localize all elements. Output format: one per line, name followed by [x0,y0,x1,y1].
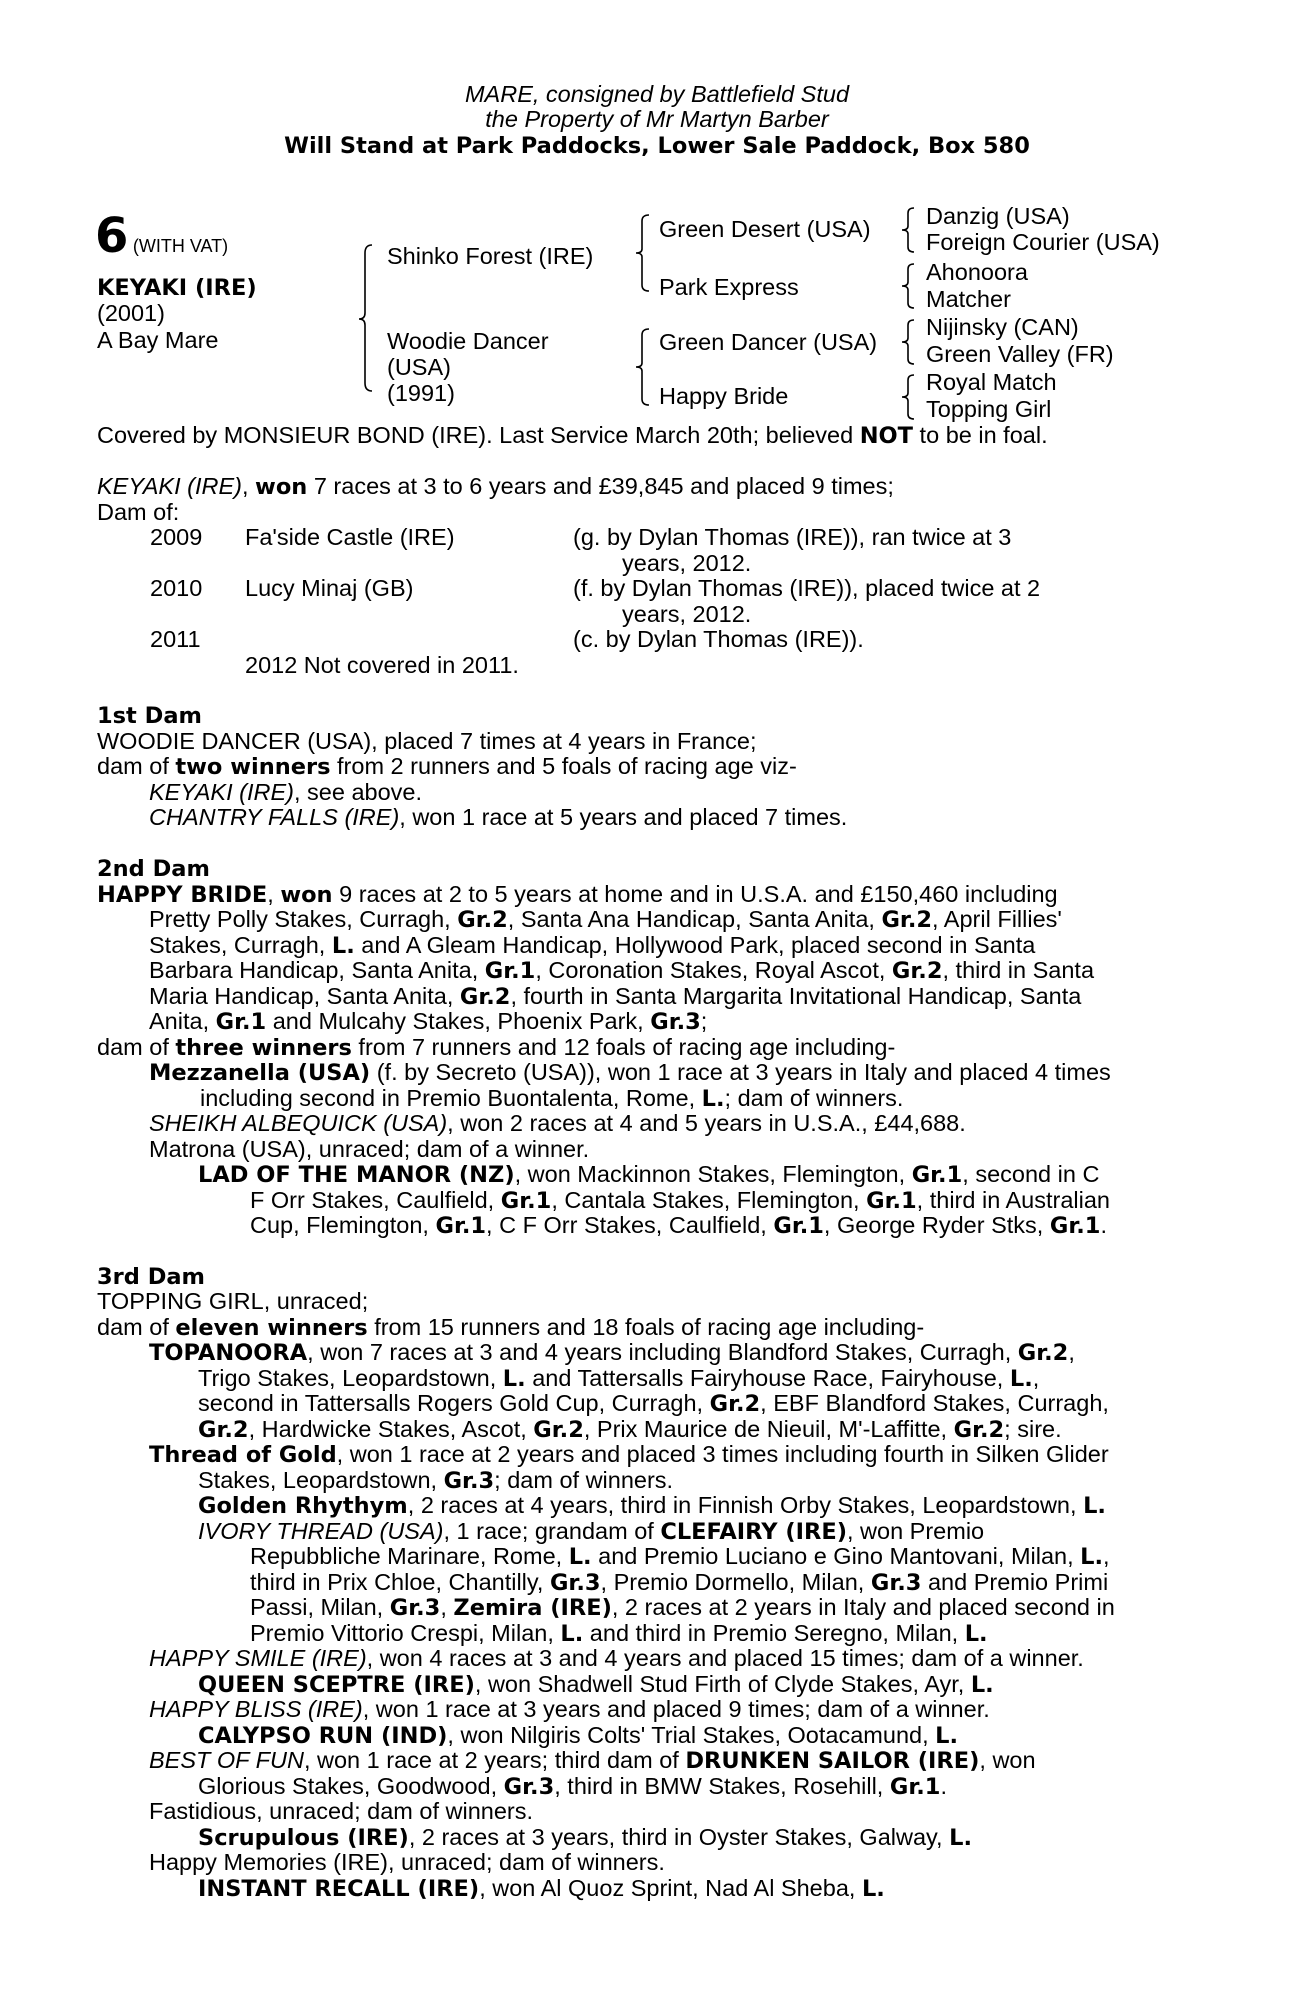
produce-name: Fa'side Castle (IRE) [245,524,455,550]
pedigree-brace-sire [635,213,651,293]
produce-detail-cont: years, 2012. [622,601,752,627]
dam3-line [250,1544,1110,1571]
seg: L. [1080,1544,1104,1570]
dam1-line: WOODIE DANCER (USA), placed 7 times at 4 years in France; [97,728,757,754]
seg: , 2 races at 4 years, third in Finnish Orby Stakes, Leopardstown, [407,1492,1084,1518]
record-horse: KEYAKI (IRE) [97,473,242,499]
dam3-line [97,1315,924,1342]
seg: Scrupulous (IRE) [198,1825,409,1851]
seg: dam of [97,1314,176,1340]
seg: including second in Premio Buontalenta, Rome, [200,1085,702,1111]
seg: , [1032,1365,1040,1391]
dam3-line [149,1697,990,1723]
seg: , EBF Blandford Stakes, Curragh, [760,1390,1109,1416]
seg: , won 1 race at 2 years; third dam of [303,1747,686,1773]
seg: and Mulcahy Stakes, Phoenix Park, [266,1008,651,1034]
seg: second in Tattersalls Rogers Gold Cup, Curragh, [198,1390,710,1416]
pedigree-sdd: Matcher [926,286,1011,312]
seg: , [440,1594,454,1620]
dam3-line [198,1774,947,1801]
seg: Stakes, Curragh, [149,932,332,958]
seg: , won 7 races at 3 and 4 years including Blandford Stakes, Curragh, [307,1339,1018,1365]
covering-note [97,423,1202,450]
pedigree-sire: Shinko Forest (IRE) [387,243,594,269]
dam3-line: TOPPING GIRL, unraced; [97,1288,369,1314]
seg: , C F Orr Stakes, Caulfield, [486,1212,774,1238]
seg: Gr.1 [911,1162,963,1188]
dam3-line [149,1442,1109,1469]
pedigree-ddd: Topping Girl [926,396,1052,422]
seg: L. [568,1544,592,1570]
horse-name: KEYAKI (IRE) [97,275,257,301]
lot-number: 6 [95,208,129,264]
seg: , see above. [293,779,423,805]
dam2-line [149,984,1081,1011]
dam2-line: Matrona (USA), unraced; dam of a winner. [149,1136,590,1162]
dam-of-label: Dam of: [97,499,180,525]
seg: , Cantala Stakes, Flemington, [551,1187,867,1213]
seg: Gr.1 [866,1188,917,1214]
produce-year: 2010 [150,575,203,601]
dam3-line [198,1672,994,1699]
seg: Gr.1 [500,1188,552,1214]
seg: IVORY THREAD (USA) [198,1518,444,1544]
seg: Gr.2 [953,1417,1005,1443]
seg: , 2 races at 3 years, third in Oyster Stakes, Galway, [408,1824,950,1850]
pedigree-brace-dam [635,327,651,407]
dam1-progeny [149,805,847,831]
dam2-line [250,1188,1110,1215]
seg: Mezzanella (USA) [149,1060,371,1086]
seg: Repubbliche Marinare, Rome, [250,1543,569,1569]
seg: Gr.1 [1049,1213,1101,1239]
seg: , won Premio [846,1518,985,1544]
record-sep: , [241,473,256,499]
seg: L. [935,1723,959,1749]
race-record [97,474,1202,501]
seg: Golden Rhythym [198,1493,408,1519]
seg: Gr.2 [533,1417,584,1443]
dam3-line [250,1595,1115,1622]
seg: Gr.2 [198,1417,249,1443]
record-won: won [255,474,308,500]
property-line: the Property of Mr Martyn Barber [485,106,829,132]
seg: Premio Vittorio Crespi, Milan, [250,1620,561,1646]
seg: , won Al Quoz Sprint, Nad Al Sheba, [479,1875,862,1901]
dam2-line [97,882,1058,909]
produce-year: 2009 [150,524,203,550]
seg: Gr.2 [881,907,933,933]
seg: L. [502,1366,526,1392]
seg: Trigo Stakes, Leopardstown, [198,1365,503,1391]
seg: ; [700,1008,708,1034]
seg: Thread of Gold [149,1442,337,1468]
vat-note: (WITH VAT) [132,236,229,256]
seg: Gr.1 [889,1774,941,1800]
seg: , Prix Maurice de Nieuil, M'-Laffitte, [583,1416,954,1442]
seg: Cup, Flemington, [250,1212,436,1238]
dam3-line [198,1876,885,1903]
seg: SHEIKH ALBEQUICK (USA) [149,1110,448,1136]
seg: Gr.3 [503,1774,555,1800]
pedigree-dam-sire: Green Dancer (USA) [659,329,878,355]
dam2-line [250,1213,1107,1240]
seg: and A Gleam Handicap, Hollywood Park, placed second in Santa [354,932,1036,958]
seg: Gr.2 [457,907,508,933]
seg: ; sire. [1004,1416,1062,1442]
pedigree-brace-dd [900,373,916,421]
dam3-line [250,1621,988,1648]
seg: won [280,882,333,908]
seg: , Coronation Stakes, Royal Ascot, [535,957,892,983]
seg: Anita, [149,1008,216,1034]
dam1-progeny [149,780,422,806]
seg: F Orr Stakes, Caulfield, [250,1187,501,1213]
dam2-line [149,1009,707,1036]
produce-detail: (g. by Dylan Thomas (IRE)), ran twice at 3 [573,524,1012,550]
horse-description: A Bay Mare [97,327,219,353]
seg: , 1 race; grandam of [443,1518,661,1544]
produce-detail: (c. by Dylan Thomas (IRE)). [573,626,864,652]
seg: , third in Santa [942,957,1095,983]
seg: CHANTRY FALLS (IRE) [149,804,400,830]
seg: Gr.3 [443,1468,495,1494]
seg: and Premio Luciano e Gino Mantovani, Milan, [591,1543,1081,1569]
seg: , Santa Ana Handicap, Santa Anita, [507,906,882,932]
record-detail: 7 races at 3 to 6 years and £39,845 and placed 9 times; [307,473,894,499]
dam1-line [97,754,1202,781]
pedigree-sds: Ahonoora [926,259,1028,285]
seg: HAPPY SMILE (IRE) [149,1645,367,1671]
dam2-line [149,1111,966,1137]
seg: dam of [97,753,176,779]
seg: Gr.1 [484,958,536,984]
dam3-line [198,1723,958,1750]
seg: , fourth in Santa Margarita Invitational Handicap, Santa [510,983,1082,1009]
dam3-line [250,1570,1108,1597]
dam2-heading: 2nd Dam [97,856,210,882]
seg: . [940,1773,947,1799]
seg: Gr.3 [870,1570,922,1596]
seg: from 15 runners and 18 foals of racing age including- [367,1314,925,1340]
dam2-line [149,907,1062,934]
dam3-line [198,1493,1106,1520]
seg: , [267,881,281,907]
seg: two winners [175,754,331,780]
produce-detail: (f. by Dylan Thomas (IRE)), placed twice at 2 [573,575,1041,601]
seg: , won [979,1747,1036,1773]
produce-detail-cont: years, 2012. [622,550,752,576]
covering-not: NOT [859,423,914,449]
consignor-line: MARE, consigned by Battlefield Stud [464,81,850,107]
pedigree-brace-sd [900,262,916,310]
seg: , won 1 race at 5 years and placed 7 times. [399,804,848,830]
seg: dam of [97,1034,176,1060]
seg: , won Nilgiris Colts' Trial Stakes, Ootacamund, [447,1722,936,1748]
seg: and Premio Primi [921,1569,1109,1595]
seg: Pretty Polly Stakes, Curragh, [149,906,458,932]
dam2-line [198,1162,1099,1189]
seg: L. [1009,1366,1033,1392]
covering-end: to be in foal. [913,422,1048,448]
pedigree-brace-main [358,243,374,393]
seg: eleven winners [175,1315,368,1341]
seg: L. [970,1672,994,1698]
seg: , third in Australian [916,1187,1110,1213]
dam3-line [198,1825,972,1852]
seg: , 2 races at 2 years in Italy and placed second in [611,1594,1115,1620]
dam2-line [149,958,1094,985]
seg: (f. by Secreto (USA)), won 1 race at 3 years in Italy and placed 4 times [370,1059,1111,1085]
seg: L. [964,1621,988,1647]
seg: , Premio Dormello, Milan, [600,1569,871,1595]
stabling-line: Will Stand at Park Paddocks, Lower Sale Paddock, Box 580 [284,133,1030,159]
produce-2012: 2012 Not covered in 2011. [245,652,519,678]
seg: Passi, Milan, [250,1594,390,1620]
seg: Stakes, Leopardstown, [198,1467,444,1493]
seg: Zemira (IRE) [453,1595,612,1621]
seg: BEST OF FUN [149,1747,304,1773]
seg: L. [560,1621,584,1647]
lot-number-row [95,208,229,264]
seg: CLEFAIRY (IRE) [660,1519,847,1545]
seg: ; dam of winners. [724,1085,904,1111]
dam2-line [200,1086,903,1113]
pedigree-dds: Royal Match [926,369,1057,395]
dam2-line [149,1060,1111,1087]
seg: , won 1 race at 2 years and placed 3 times including fourth in Silken Glider [336,1441,1109,1467]
seg: LAD OF THE MANOR (NZ) [198,1162,515,1188]
seg: from 7 runners and 12 foals of racing age including- [351,1034,896,1060]
seg: , won Mackinnon Stakes, Flemington, [514,1161,912,1187]
pedigree-dam-line2: (USA) [387,354,451,380]
seg: , April Fillies' [932,906,1062,932]
dam3-line: Fastidious, unraced; dam of winners. [149,1798,534,1824]
seg: Gr.2 [459,984,511,1010]
seg: , second in C [962,1161,1100,1187]
dam2-line [97,1035,895,1062]
seg: Maria Handicap, Santa Anita, [149,983,460,1009]
seg: L. [861,1876,885,1902]
seg: , Hardwicke Stakes, Ascot, [248,1416,534,1442]
dam3-line [149,1646,1084,1672]
dam3-line [198,1519,984,1546]
pedigree-sire-sire: Green Desert (USA) [659,216,871,242]
seg: , third in BMW Stakes, Rosehill, [554,1773,890,1799]
pedigree-dam-line3: (1991) [387,380,455,406]
seg: 9 races at 2 to 5 years at home and in U.S.A. and £150,460 including [332,881,1058,907]
dam3-line [198,1417,1062,1444]
seg: and Tattersalls Fairyhouse Race, Fairyhouse, [525,1365,1010,1391]
dam3-heading: 3rd Dam [97,1264,205,1290]
seg: INSTANT RECALL (IRE) [198,1876,480,1902]
seg: TOPANOORA [149,1340,308,1366]
seg: DRUNKEN SAILOR (IRE) [685,1748,980,1774]
foaling-year: (2001) [97,300,165,326]
seg: from 2 runners and 5 foals of racing age viz- [330,753,797,779]
pedigree-sss: Danzig (USA) [926,203,1070,229]
seg: Gr.3 [549,1570,601,1596]
seg: , won Shadwell Stud Firth of Clyde Stakes, Ayr, [474,1671,971,1697]
seg: three winners [175,1035,352,1061]
covering-text: Covered by MONSIEUR BOND (IRE). Last Service March 20th; believed [97,422,860,448]
seg: L. [331,933,355,959]
seg: , [1103,1543,1110,1569]
seg: Barbara Handicap, Santa Anita, [149,957,485,983]
seg: L. [949,1825,972,1851]
dam2-line [149,933,1035,960]
seg: Gr.2 [709,1391,761,1417]
dam3-line [149,1748,1036,1775]
produce-year: 2011 [150,626,201,652]
seg: Gr.1 [215,1009,267,1035]
seg: , won 4 races at 3 and 4 years and placed 15 times; dam of a winner. [366,1645,1084,1671]
dam1-heading: 1st Dam [97,703,202,729]
seg: HAPPY BLISS (IRE) [149,1696,363,1722]
seg: , won 2 races at 4 and 5 years in U.S.A., £44,688. [447,1110,966,1136]
seg: Gr.1 [435,1213,487,1239]
dam3-line [198,1391,1109,1418]
seg: L. [1083,1493,1106,1519]
pedigree-ssd: Foreign Courier (USA) [926,229,1160,255]
dam3-line [198,1366,1039,1393]
pedigree-brace-ds [900,318,916,366]
pedigree-brace-ss [900,206,916,254]
pedigree-dss: Nijinsky (CAN) [926,314,1079,340]
seg: third in Prix Chloe, Chantilly, [250,1569,550,1595]
seg: CALYPSO RUN (IND) [198,1723,448,1749]
seg: QUEEN SCEPTRE (IRE) [198,1672,475,1698]
seg: , George Ryder Stks, [823,1212,1050,1238]
seg: KEYAKI (IRE) [149,779,294,805]
seg: . [1100,1212,1107,1238]
produce-name: Lucy Minaj (GB) [245,575,414,601]
pedigree-dsd: Green Valley (FR) [926,341,1114,367]
seg: Gr.3 [650,1009,701,1035]
pedigree-sire-dam: Park Express [659,274,799,300]
pedigree-dam-line1: Woodie Dancer [387,328,549,354]
dam3-line: Happy Memories (IRE), unraced; dam of winners. [149,1849,665,1875]
seg: Glorious Stakes, Goodwood, [198,1773,504,1799]
seg: Gr.2 [1017,1340,1069,1366]
dam3-line [198,1468,673,1495]
seg: , won 1 race at 3 years and placed 9 times; dam of a winner. [362,1696,990,1722]
seg: L. [701,1086,725,1112]
seg: HAPPY BRIDE [97,882,268,908]
seg: Gr.1 [773,1213,824,1239]
pedigree-dam-dam: Happy Bride [659,383,789,409]
seg: Gr.3 [389,1595,441,1621]
dam3-line [149,1340,1075,1367]
seg: ; dam of winners. [494,1467,674,1493]
seg: and third in Premio Seregno, Milan, [583,1620,965,1646]
seg: Gr.2 [891,958,943,984]
seg: , [1068,1339,1075,1365]
